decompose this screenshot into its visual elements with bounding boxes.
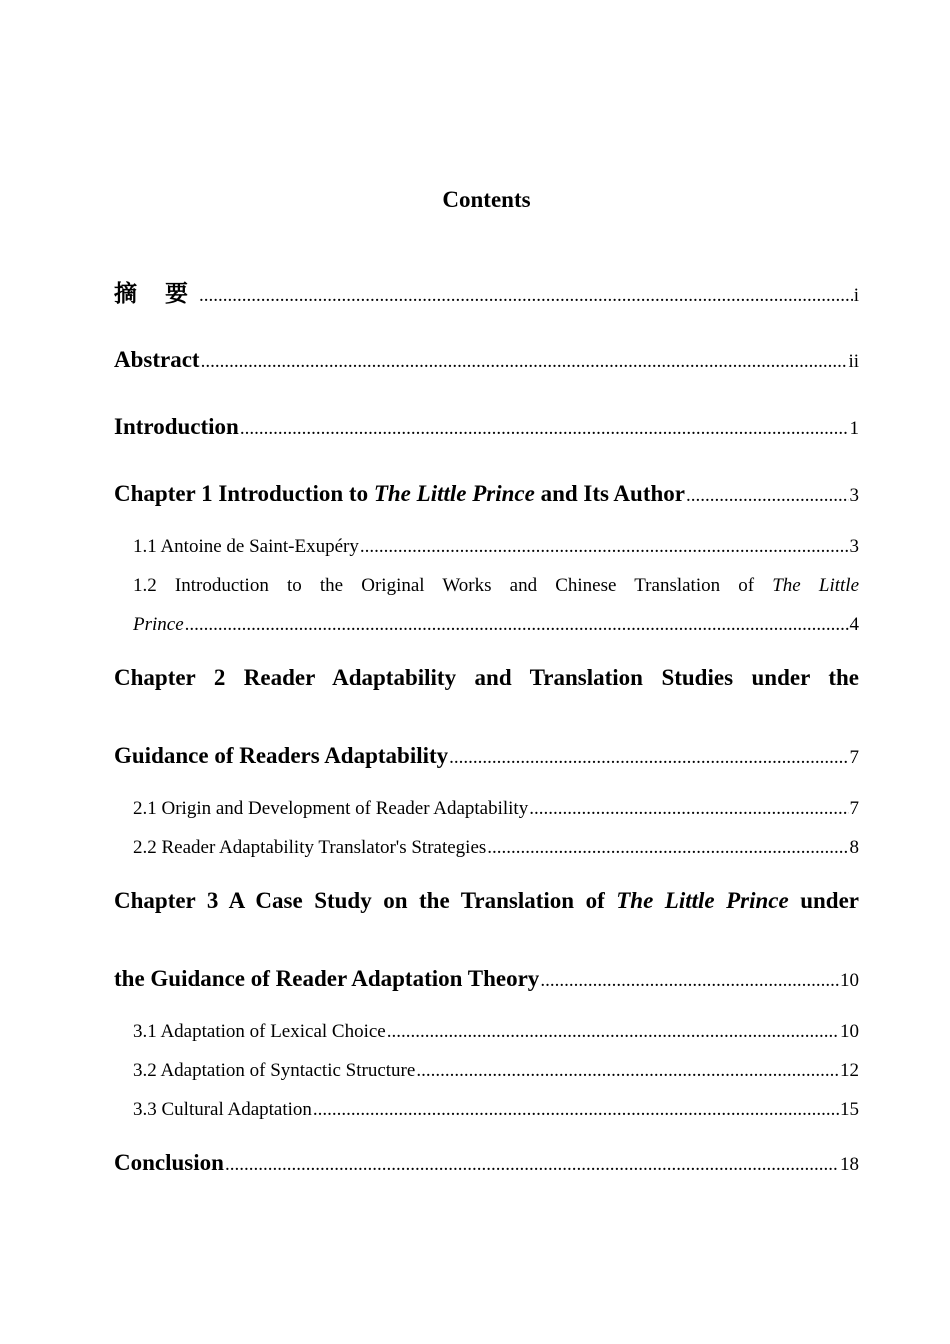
toc-page-number: 7 <box>849 798 859 819</box>
toc-entry-label: 2.1 Origin and Development of Reader Adaptability <box>133 798 529 819</box>
toc-dot-leader <box>360 534 849 560</box>
toc-label-part: 1.2 Introduction to the Original Works and Chinese Translation of <box>133 575 773 596</box>
toc-label-italic: The Little Prince <box>373 481 535 506</box>
toc-entry-label <box>114 479 685 509</box>
toc-page-number: 12 <box>840 1060 859 1081</box>
toc-entry-conclusion[interactable] <box>114 1148 859 1180</box>
toc-entry-label: 3.2 Adaptation of Syntactic Structure <box>133 1060 416 1081</box>
toc-label-part: and Its Author <box>534 481 685 506</box>
toc-page-number: 15 <box>840 1099 859 1120</box>
toc-entry-section-1-1[interactable] <box>133 534 859 560</box>
toc-entry-label-line1 <box>133 573 859 599</box>
toc-dot-leader <box>225 1150 839 1180</box>
toc-entry-section-2-1[interactable] <box>133 796 859 822</box>
toc-page-number: 7 <box>849 747 859 768</box>
toc-page-number: 4 <box>849 614 859 635</box>
toc-entry-chapter-2-line2[interactable] <box>114 741 859 773</box>
toc-page-number: 3 <box>849 485 859 506</box>
toc-dot-leader <box>313 1097 839 1123</box>
toc-label-part: under <box>788 888 859 913</box>
toc-label-part: Chapter 1 Introduction to <box>114 481 374 506</box>
toc-entry-section-3-3[interactable] <box>133 1097 859 1123</box>
toc-dot-leader <box>240 414 849 444</box>
toc-page-number: 1 <box>849 418 859 439</box>
toc-entry-label-line2: Guidance of Readers Adaptability <box>114 743 449 768</box>
toc-entry-chapter-3[interactable] <box>114 886 859 916</box>
page-title: Contents <box>442 187 531 212</box>
toc-label-italic: The Little Prince <box>616 888 789 913</box>
toc-entry-label: Introduction <box>114 414 239 439</box>
toc-entry-chapter-2[interactable] <box>114 663 859 693</box>
toc-entry-abstract-cn[interactable] <box>114 279 859 311</box>
toc-entry-label: 3.1 Adaptation of Lexical Choice <box>133 1021 386 1042</box>
toc-page-number: i <box>853 285 859 306</box>
toc-label-part: Chapter 3 A Case Study on the Translation of <box>114 888 617 913</box>
toc-page-number: 8 <box>849 837 859 858</box>
toc-dot-leader <box>199 281 853 311</box>
toc-entry-section-3-2[interactable] <box>133 1058 859 1084</box>
toc-entry-chapter-1[interactable] <box>114 479 859 511</box>
toc-page-number: 18 <box>840 1154 859 1175</box>
toc-entry-section-2-2[interactable] <box>133 835 859 861</box>
toc-entry-label-line2 <box>133 612 859 638</box>
toc-entry-label: 3.3 Cultural Adaptation <box>133 1099 312 1120</box>
toc-entry-section-1-2[interactable] <box>133 573 859 635</box>
toc-dot-leader <box>449 743 848 773</box>
toc-dot-leader <box>487 835 848 861</box>
toc-entry-abstract[interactable] <box>114 345 859 377</box>
toc-dot-leader <box>686 481 849 511</box>
toc-dot-leader <box>387 1019 839 1045</box>
toc-dot-leader <box>185 612 849 638</box>
toc-entry-label-line1: Chapter 2 Reader Adaptability and Translation Studies under the <box>114 665 859 690</box>
toc-entry-label: Conclusion <box>114 1150 224 1175</box>
toc-entry-label: 2.2 Reader Adaptability Translator's Strategies <box>133 837 487 858</box>
toc-entry-label: 1.1 Antoine de Saint-Exupéry <box>133 536 359 557</box>
toc-dot-leader <box>540 966 839 996</box>
toc-label-italic: Prince <box>133 614 184 635</box>
toc-page-number: 10 <box>840 970 859 991</box>
toc-entry-label-line2: the Guidance of Reader Adaptation Theory <box>114 966 540 991</box>
toc-page-number: ii <box>848 351 859 372</box>
toc-entry-label: Abstract <box>114 347 200 372</box>
toc-dot-leader <box>201 347 848 377</box>
toc-page-number: 3 <box>849 536 859 557</box>
toc-entry-chapter-3-line2[interactable] <box>114 964 859 996</box>
toc-entry-section-3-1[interactable] <box>133 1019 859 1045</box>
toc-entry-label: 摘 要 <box>114 281 199 307</box>
toc-label-italic: The Little <box>772 575 859 596</box>
toc-page-number: 10 <box>840 1021 859 1042</box>
toc-dot-leader <box>416 1058 839 1084</box>
toc-dot-leader <box>529 796 848 822</box>
toc-entry-label-line1 <box>114 886 859 916</box>
toc-entry-introduction[interactable] <box>114 412 859 444</box>
